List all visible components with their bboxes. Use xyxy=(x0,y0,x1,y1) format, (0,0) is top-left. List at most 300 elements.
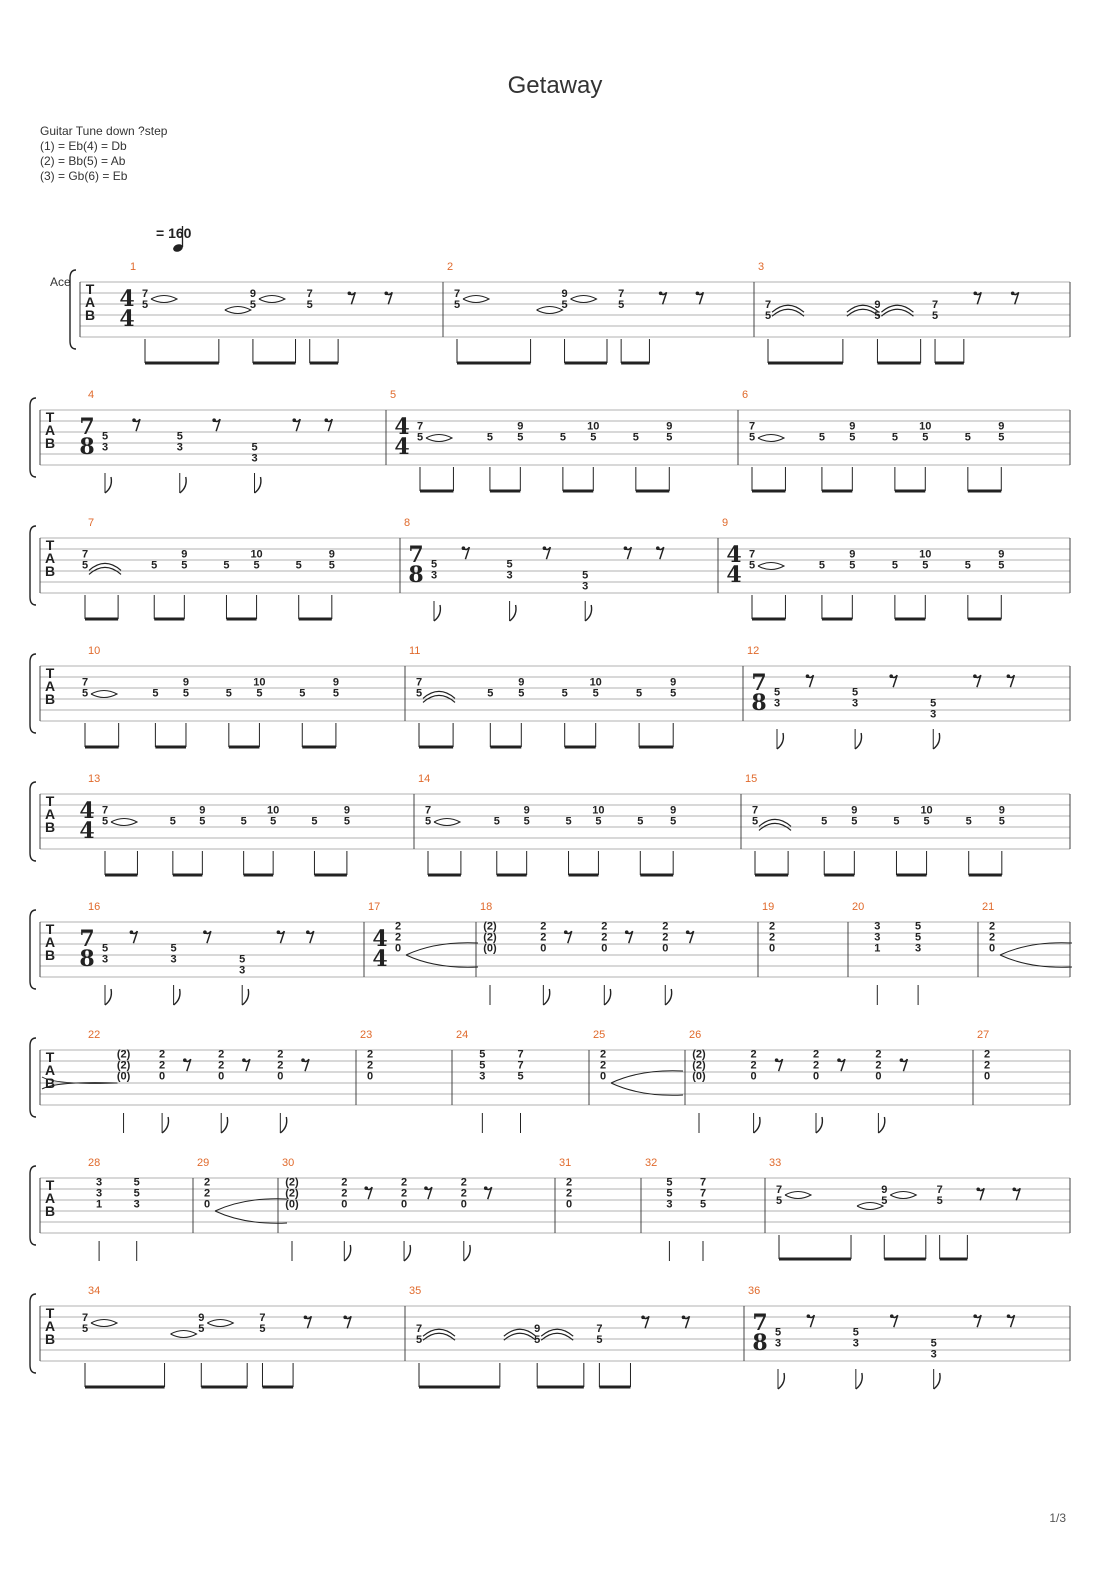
fret-number: 5 xyxy=(881,1195,888,1207)
measure-number: 21 xyxy=(982,901,995,913)
tab-clef-letter: T xyxy=(45,665,55,681)
fret-number: 5 xyxy=(561,299,568,311)
fret-number: 3 xyxy=(239,964,246,977)
fret-number: 5 xyxy=(169,815,176,828)
eighth-flag xyxy=(855,733,861,749)
eighth-flag xyxy=(434,605,440,621)
eighth-flag xyxy=(777,733,783,749)
fret-number: 5 xyxy=(523,815,530,828)
fret-number: (2) xyxy=(116,1059,131,1072)
song-title: Getaway xyxy=(507,72,603,99)
fret-number: 9 xyxy=(328,548,335,561)
tuning-line: Guitar Tune down ?step xyxy=(40,124,168,138)
eighth-flag xyxy=(221,1117,227,1133)
tab-clef-letter: B xyxy=(44,819,56,835)
fret-number: 5 xyxy=(249,299,256,311)
fret-number: 2 xyxy=(662,920,669,933)
tab-clef-letter: T xyxy=(45,921,55,937)
fret-number: 2 xyxy=(341,1176,348,1189)
time-signature-denominator: 4 xyxy=(119,306,135,332)
eighth-flag xyxy=(105,989,111,1005)
fret-number: 3 xyxy=(479,1070,486,1083)
time-signature-denominator: 4 xyxy=(372,946,388,972)
fret-number: 5 xyxy=(818,431,825,444)
measure-number: 19 xyxy=(762,901,775,913)
fret-number: 9 xyxy=(874,299,881,311)
fret-number: 10 xyxy=(919,548,932,561)
fret-number: 5 xyxy=(328,559,335,572)
fret-number: 0 xyxy=(218,1070,225,1083)
fret-number: 0 xyxy=(394,942,402,955)
fret-number: 2 xyxy=(218,1048,225,1061)
fret-number: 0 xyxy=(366,1070,374,1083)
time-signature-numerator: 4 xyxy=(394,414,410,440)
fret-number: 0 xyxy=(662,942,669,955)
measure-number: 8 xyxy=(404,517,411,529)
eighth-rest xyxy=(306,930,310,934)
measure-number: 11 xyxy=(409,645,421,657)
system-brace xyxy=(70,270,76,349)
fret-number: 5 xyxy=(965,815,972,828)
fret-number: 9 xyxy=(181,548,188,561)
fret-number: 2 xyxy=(277,1048,284,1061)
fret-number: 10 xyxy=(587,420,600,433)
eighth-rest xyxy=(1011,292,1015,296)
fret-number: 9 xyxy=(517,420,524,433)
fret-number: 5 xyxy=(534,1334,541,1346)
fret-number: 5 xyxy=(518,687,525,700)
measure-number: 17 xyxy=(368,901,381,913)
eighth-rest xyxy=(1007,674,1011,678)
fret-number: (2) xyxy=(692,1048,706,1061)
measure-number: 12 xyxy=(747,645,760,657)
eighth-rest xyxy=(348,292,352,296)
fret-number: 5 xyxy=(181,559,188,572)
measure-number: 18 xyxy=(480,901,493,913)
tie-mark xyxy=(463,296,489,303)
fret-number: 5 xyxy=(270,815,277,828)
eighth-rest xyxy=(973,674,977,678)
fret-number: 9 xyxy=(523,804,530,817)
fret-number: 5 xyxy=(821,815,828,828)
fret-number: 1 xyxy=(96,1198,103,1211)
eighth-flag xyxy=(816,1117,822,1133)
fret-number: 2 xyxy=(565,1187,573,1200)
measure-number: 13 xyxy=(88,773,101,785)
fret-number: 9 xyxy=(198,1312,205,1324)
fret-number: 5 xyxy=(343,815,350,828)
time-signature-numerator: 4 xyxy=(726,542,742,568)
eighth-rest xyxy=(1012,1188,1016,1192)
fret-number: 7 xyxy=(618,288,625,300)
fret-number: (0) xyxy=(285,1198,299,1211)
fret-number: 5 xyxy=(486,431,493,444)
fret-number: 7 xyxy=(936,1184,943,1196)
tab-clef-letter: T xyxy=(45,1049,55,1065)
tab-clef-letter: T xyxy=(45,1305,55,1321)
fret-number: 2 xyxy=(601,931,608,944)
fret-number: 5 xyxy=(874,310,881,322)
fret-number: 5 xyxy=(133,1187,140,1200)
fret-number: 10 xyxy=(919,420,932,433)
eighth-rest xyxy=(807,1314,811,1318)
fret-number: 0 xyxy=(599,1070,607,1083)
eighth-rest xyxy=(973,292,977,296)
tie-mark xyxy=(151,296,177,303)
tuning-line: (1) = Eb(4) = Db xyxy=(40,139,127,153)
tuning-line: (3) = Gb(6) = Eb xyxy=(40,169,128,183)
fret-number: 5 xyxy=(666,1187,673,1200)
fret-number: (2) xyxy=(483,931,497,944)
eighth-flag xyxy=(242,989,248,1005)
fret-number: (2) xyxy=(285,1176,299,1189)
fret-number: 2 xyxy=(662,931,669,944)
fret-number: 2 xyxy=(768,920,776,933)
measure-number: 4 xyxy=(88,389,95,401)
fret-number: 5 xyxy=(479,1048,486,1061)
fret-number: 0 xyxy=(400,1198,408,1211)
tie-mark xyxy=(890,1192,916,1199)
eighth-rest xyxy=(976,1188,980,1192)
fret-number: 5 xyxy=(415,1334,423,1346)
fret-number: 5 xyxy=(223,559,230,572)
fret-number: 2 xyxy=(599,1048,607,1061)
fret-number: 5 xyxy=(773,686,781,699)
fret-number: 5 xyxy=(590,431,597,444)
tab-clef-letter: T xyxy=(45,793,55,809)
fret-number: 9 xyxy=(199,804,206,817)
measure-number: 33 xyxy=(769,1157,782,1169)
fret-number: 7 xyxy=(416,420,424,433)
fret-number: (2) xyxy=(285,1187,299,1200)
system-brace xyxy=(30,782,36,861)
fret-number: 5 xyxy=(852,686,859,699)
fret-number: 3 xyxy=(101,953,109,966)
fret-number: 2 xyxy=(159,1059,166,1072)
fret-number: 5 xyxy=(225,687,232,700)
fret-number: 2 xyxy=(812,1048,820,1061)
fret-number: 7 xyxy=(517,1048,524,1061)
fret-number: 2 xyxy=(460,1187,467,1200)
fret-number: 3 xyxy=(101,441,109,454)
fret-number: 3 xyxy=(96,1187,103,1200)
fret-number: 7 xyxy=(81,1312,89,1324)
fret-number: 3 xyxy=(874,931,881,944)
eighth-rest xyxy=(682,1316,686,1320)
tie-mark xyxy=(785,1192,811,1199)
tab-clef-letter: A xyxy=(44,422,56,438)
fret-number: 5 xyxy=(849,431,856,444)
fret-number: 10 xyxy=(250,548,263,561)
fret-number: 3 xyxy=(852,697,859,710)
fret-number: 9 xyxy=(332,676,339,689)
measure-number: 25 xyxy=(593,1029,606,1041)
measure-number: 26 xyxy=(689,1029,702,1041)
fret-number: 7 xyxy=(748,548,756,561)
system-brace xyxy=(30,398,36,477)
measure-number: 14 xyxy=(418,773,431,785)
system-brace xyxy=(30,654,36,733)
fret-number: 2 xyxy=(218,1059,225,1072)
eighth-rest xyxy=(292,418,296,422)
measure-number: 23 xyxy=(360,1029,373,1041)
fret-number: 7 xyxy=(699,1176,707,1189)
fret-number: 9 xyxy=(851,804,858,817)
tab-clef-letter: B xyxy=(44,435,56,451)
fret-number: 7 xyxy=(81,676,89,689)
fret-number: 3 xyxy=(666,1198,673,1211)
system-brace xyxy=(30,1294,36,1373)
measure-number: 24 xyxy=(456,1029,469,1041)
fret-number: 5 xyxy=(487,687,494,700)
fret-number: 5 xyxy=(998,815,1005,828)
fret-number: 5 xyxy=(151,559,158,572)
time-signature-denominator: 8 xyxy=(752,1330,768,1356)
fret-number: 7 xyxy=(415,676,423,689)
eighth-flag xyxy=(778,1373,784,1389)
fret-number: 2 xyxy=(540,931,547,944)
fret-number: 5 xyxy=(565,815,572,828)
measure-number: 2 xyxy=(447,261,454,273)
time-signature-numerator: 7 xyxy=(408,542,424,568)
page-number: 1/3 xyxy=(1049,1511,1066,1525)
fret-number: 5 xyxy=(748,431,756,444)
fret-number: 0 xyxy=(565,1198,573,1211)
eighth-rest xyxy=(696,292,700,296)
fret-number: 5 xyxy=(141,299,149,311)
system-brace xyxy=(30,1038,36,1117)
fret-number: 9 xyxy=(534,1323,541,1335)
eighth-rest xyxy=(277,930,281,934)
track-name: Ace xyxy=(50,275,71,289)
fret-number: 7 xyxy=(748,420,756,433)
fret-number: 5 xyxy=(101,942,109,955)
tab-clef-letter: T xyxy=(85,281,95,297)
time-signature-denominator: 8 xyxy=(79,434,95,460)
measure-number: 10 xyxy=(88,645,101,657)
eighth-flag xyxy=(180,477,186,493)
fret-number: 3 xyxy=(930,708,937,721)
fret-number: 3 xyxy=(133,1198,140,1211)
tab-clef-letter: B xyxy=(84,307,96,323)
fret-number: 5 xyxy=(922,559,929,572)
fret-number: 2 xyxy=(460,1176,467,1189)
fret-number: 5 xyxy=(152,687,159,700)
fret-number: 5 xyxy=(775,1195,783,1207)
fret-number: 9 xyxy=(561,288,568,300)
fret-number: 5 xyxy=(416,431,424,444)
measure-number: 36 xyxy=(748,1285,761,1297)
time-signature-numerator: 4 xyxy=(79,798,95,824)
fret-number: 5 xyxy=(251,441,258,454)
fret-number: (0) xyxy=(483,942,497,955)
system-brace xyxy=(30,1166,36,1245)
fret-number: 5 xyxy=(582,569,589,582)
fret-number: 5 xyxy=(239,953,246,966)
fret-number: 5 xyxy=(493,815,500,828)
fret-number: 2 xyxy=(750,1048,757,1061)
eighth-rest xyxy=(900,1058,904,1062)
eighth-flag xyxy=(464,1245,470,1261)
fret-number: 2 xyxy=(812,1059,820,1072)
fret-number: 3 xyxy=(852,1337,859,1350)
fret-number: 5 xyxy=(936,1195,943,1207)
tab-clef-letter: B xyxy=(44,563,56,579)
fret-number: 3 xyxy=(170,953,177,966)
fret-number: 3 xyxy=(96,1176,103,1189)
measure-number: 15 xyxy=(745,773,758,785)
fret-number: 5 xyxy=(818,559,825,572)
tie-mark xyxy=(91,691,117,698)
tab-clef-letter: A xyxy=(44,1190,56,1206)
fret-number: 5 xyxy=(699,1198,707,1211)
eighth-rest xyxy=(641,1316,645,1320)
time-signature-denominator: 4 xyxy=(726,562,742,588)
tab-clef-letter: T xyxy=(45,1177,55,1193)
tie-mark xyxy=(259,296,285,303)
fret-number: 9 xyxy=(998,548,1005,561)
fret-number: 7 xyxy=(699,1187,707,1200)
fret-number: 0 xyxy=(768,942,776,955)
eighth-flag xyxy=(404,1245,410,1261)
fret-number: 2 xyxy=(540,920,547,933)
tab-clef-letter: B xyxy=(44,947,56,963)
fret-number: 2 xyxy=(599,1059,607,1072)
fret-number: 5 xyxy=(636,687,643,700)
fret-number: 5 xyxy=(479,1059,486,1072)
fret-number: 3 xyxy=(430,569,438,582)
fret-number: 0 xyxy=(988,942,996,955)
fret-number: 7 xyxy=(453,288,461,300)
measure-number: 35 xyxy=(409,1285,422,1297)
fret-number: 5 xyxy=(891,431,898,444)
fret-number: 0 xyxy=(601,942,608,955)
fret-number: 5 xyxy=(253,559,260,572)
fret-number: 2 xyxy=(159,1048,166,1061)
fret-number: 0 xyxy=(159,1070,166,1083)
fret-number: 0 xyxy=(750,1070,757,1083)
fret-number: 7 xyxy=(517,1059,524,1072)
fret-number: 5 xyxy=(915,920,922,933)
fret-number: 0 xyxy=(875,1070,882,1083)
fret-number: 9 xyxy=(343,804,350,817)
fret-number: 5 xyxy=(666,431,673,444)
fret-number: 2 xyxy=(875,1059,882,1072)
fret-number: 5 xyxy=(424,815,432,828)
eighth-rest xyxy=(364,1186,368,1190)
eighth-flag xyxy=(878,1117,884,1133)
measure-number: 22 xyxy=(88,1029,101,1041)
fret-number: 10 xyxy=(589,676,602,689)
fret-number: 5 xyxy=(259,1323,266,1335)
tie-mark xyxy=(537,307,563,314)
fret-number: 2 xyxy=(277,1059,284,1072)
fret-number: 2 xyxy=(565,1176,573,1189)
eighth-rest xyxy=(203,930,207,934)
fret-number: 0 xyxy=(812,1070,820,1083)
fret-number: (0) xyxy=(116,1070,131,1083)
fret-number: 7 xyxy=(764,299,772,311)
eighth-flag xyxy=(255,477,261,493)
fret-number: 10 xyxy=(920,804,933,817)
fret-number: 5 xyxy=(893,815,900,828)
fret-number: 10 xyxy=(253,676,266,689)
eighth-flag xyxy=(344,1245,350,1261)
fret-number: 5 xyxy=(595,815,602,828)
eighth-rest xyxy=(889,674,893,678)
fret-number: 7 xyxy=(141,288,149,300)
fret-number: 9 xyxy=(670,676,677,689)
fret-number: 5 xyxy=(299,687,306,700)
eighth-flag xyxy=(162,1117,168,1133)
fret-number: 5 xyxy=(922,431,929,444)
fret-number: 5 xyxy=(618,299,625,311)
time-signature-numerator: 4 xyxy=(119,286,135,312)
eighth-rest xyxy=(183,1058,187,1062)
fret-number: 7 xyxy=(306,288,313,300)
eighth-rest xyxy=(656,546,660,550)
fret-number: 0 xyxy=(341,1198,348,1211)
fret-number: 5 xyxy=(923,815,930,828)
fret-number: 5 xyxy=(311,815,318,828)
eighth-rest xyxy=(686,930,690,934)
fret-number: (2) xyxy=(483,920,497,933)
tie-mark xyxy=(758,563,784,570)
fret-number: 0 xyxy=(460,1198,467,1211)
eighth-rest xyxy=(384,292,388,296)
time-signature-numerator: 7 xyxy=(79,926,95,952)
tab-clef-letter: T xyxy=(45,537,55,553)
fret-number: 2 xyxy=(988,920,996,933)
time-signature-denominator: 8 xyxy=(79,946,95,972)
fret-number: (0) xyxy=(692,1070,706,1083)
time-signature-denominator: 8 xyxy=(408,562,424,588)
fret-number: 5 xyxy=(506,558,513,571)
measure-number: 9 xyxy=(722,517,729,529)
fret-number: 5 xyxy=(170,942,177,955)
tie-mark xyxy=(571,296,597,303)
tab-clef-letter: B xyxy=(44,1203,56,1219)
fret-number: 5 xyxy=(81,687,89,700)
tab-clef-letter: A xyxy=(84,294,96,310)
fret-number: 3 xyxy=(774,1337,782,1350)
fret-number: 2 xyxy=(875,1048,882,1061)
tie-mark xyxy=(758,435,784,442)
tie-mark xyxy=(111,819,137,826)
tab-clef-letter: B xyxy=(44,1075,56,1091)
eighth-flag xyxy=(933,733,939,749)
fret-number: 5 xyxy=(256,687,263,700)
fret-number: 2 xyxy=(400,1176,408,1189)
fret-number: 3 xyxy=(506,569,513,582)
fret-number: 7 xyxy=(259,1312,266,1324)
tuning-line: (2) = Bb(5) = Ab xyxy=(40,154,126,168)
fret-number: 2 xyxy=(366,1048,374,1061)
measure-number: 32 xyxy=(645,1157,658,1169)
fret-number: 5 xyxy=(430,558,438,571)
measure-number: 30 xyxy=(282,1157,295,1169)
eighth-rest xyxy=(625,930,629,934)
tie-mark xyxy=(171,1331,197,1338)
measure-number: 5 xyxy=(390,389,397,401)
fret-number: 0 xyxy=(203,1198,211,1211)
fret-number: 2 xyxy=(394,931,402,944)
measure-number: 34 xyxy=(88,1285,101,1297)
time-signature-denominator: 4 xyxy=(394,434,410,460)
eighth-rest xyxy=(837,1058,841,1062)
eighth-rest xyxy=(775,1058,779,1062)
fret-number: 2 xyxy=(341,1187,348,1200)
